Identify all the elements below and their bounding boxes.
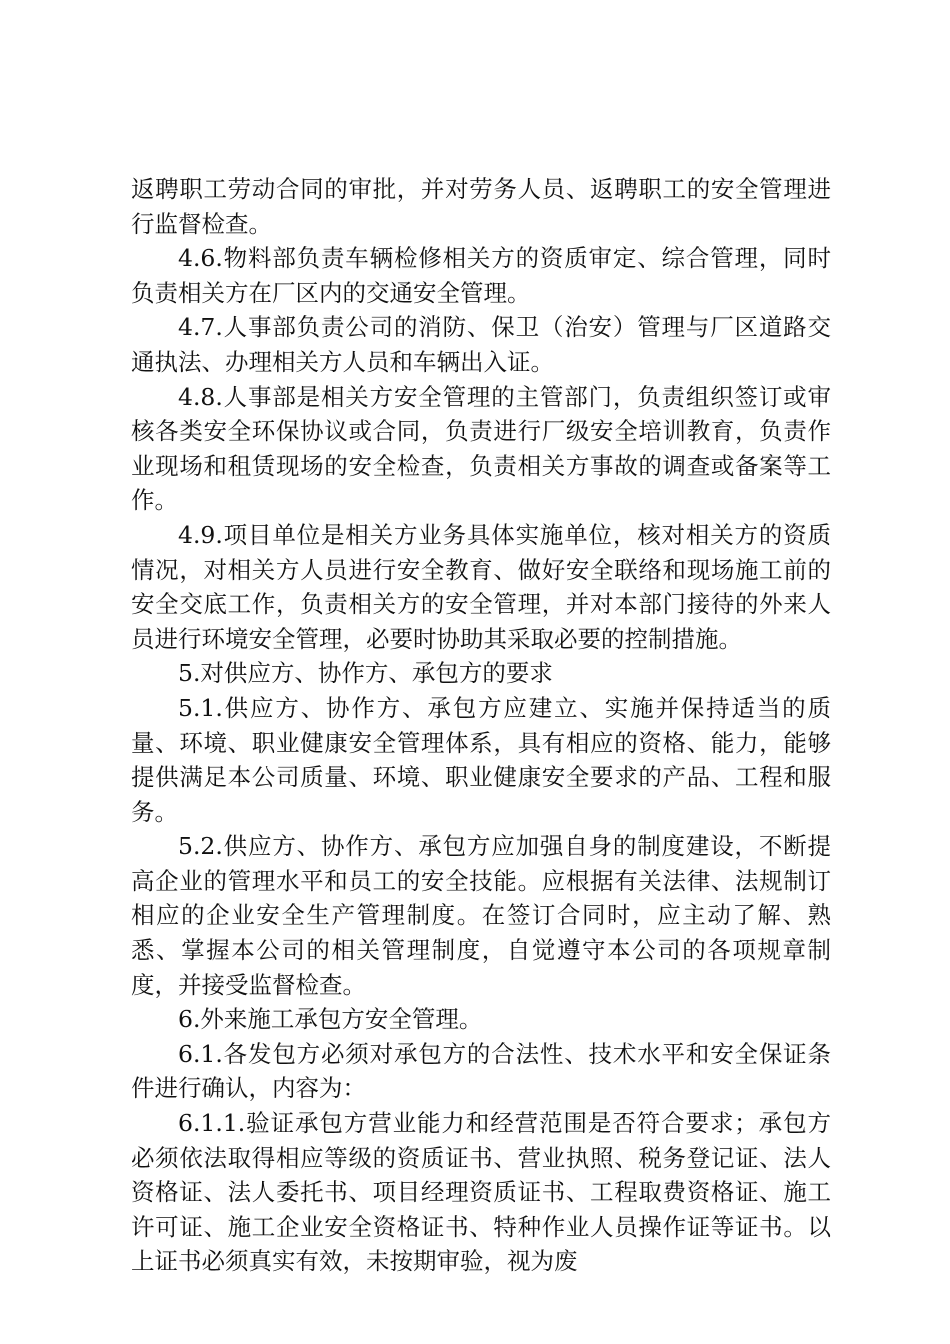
paragraph-4-8: 4.8.人事部是相关方安全管理的主管部门，负责组织签订或审核各类安全环保协议或合同，负责进行厂级安全培训教育，负责作业现场和租赁现场的安全检查，负责相关方事故的调查或备案等工作。 [131, 382, 831, 515]
paragraph-4-7: 4.7.人事部负责公司的消防、保卫（治安）管理与厂区道路交通执法、办理相关方人员和车辆出入证。 [131, 313, 831, 376]
paragraph-4-6: 4.6.物料部负责车辆检修相关方的资质审定、综合管理，同时负责相关方在厂区内的交通安全管理。 [131, 244, 831, 307]
paragraph-5-2: 5.2.供应方、协作方、承包方应加强自身的制度建设，不断提高企业的管理水平和员工的安全技能。应根据有关法律、法规制订相应的企业安全生产管理制度。在签订合同时，应主动了解、熟悉、掌握本公司的相关管理制度，自觉遵守本公司的各项规章制度，并接受监督检查。 [131, 832, 831, 999]
paragraph-5-1: 5.1.供应方、协作方、承包方应建立、实施并保持适当的质量、环境、职业健康安全管理体系，具有相应的资格、能力，能够提供满足本公司质量、环境、职业健康安全要求的产品、工程和服务。 [131, 693, 831, 826]
paragraph-continuation: 返聘职工劳动合同的审批，并对劳务人员、返聘职工的安全管理进行监督检查。 [131, 175, 831, 238]
section-heading-6: 6.外来施工承包方安全管理。 [178, 1005, 483, 1034]
paragraph-4-9: 4.9.项目单位是相关方业务具体实施单位，核对相关方的资质情况，对相关方人员进行安全教育、做好安全联络和现场施工前的安全交底工作，负责相关方的安全管理，并对本部门接待的外来人员进行环境安全管理，必要时协助其采取必要的控制措施。 [131, 520, 831, 653]
paragraph-6-1-1: 6.1.1.验证承包方营业能力和经营范围是否符合要求；承包方必须依法取得相应等级的资质证书、营业执照、税务登记证、法人资格证、法人委托书、项目经理资质证书、工程取费资格证、施工许可证、施工企业安全资格证书、特种作业人员操作证等证书。以上证书必须真实有效，未按期审验，视为废 [131, 1109, 831, 1276]
section-heading-5: 5.对供应方、协作方、承包方的要求 [178, 659, 553, 688]
paragraph-6-1: 6.1.各发包方必须对承包方的合法性、技术水平和安全保证条件进行确认，内容为： [131, 1039, 831, 1103]
document-body [131, 172, 831, 1279]
